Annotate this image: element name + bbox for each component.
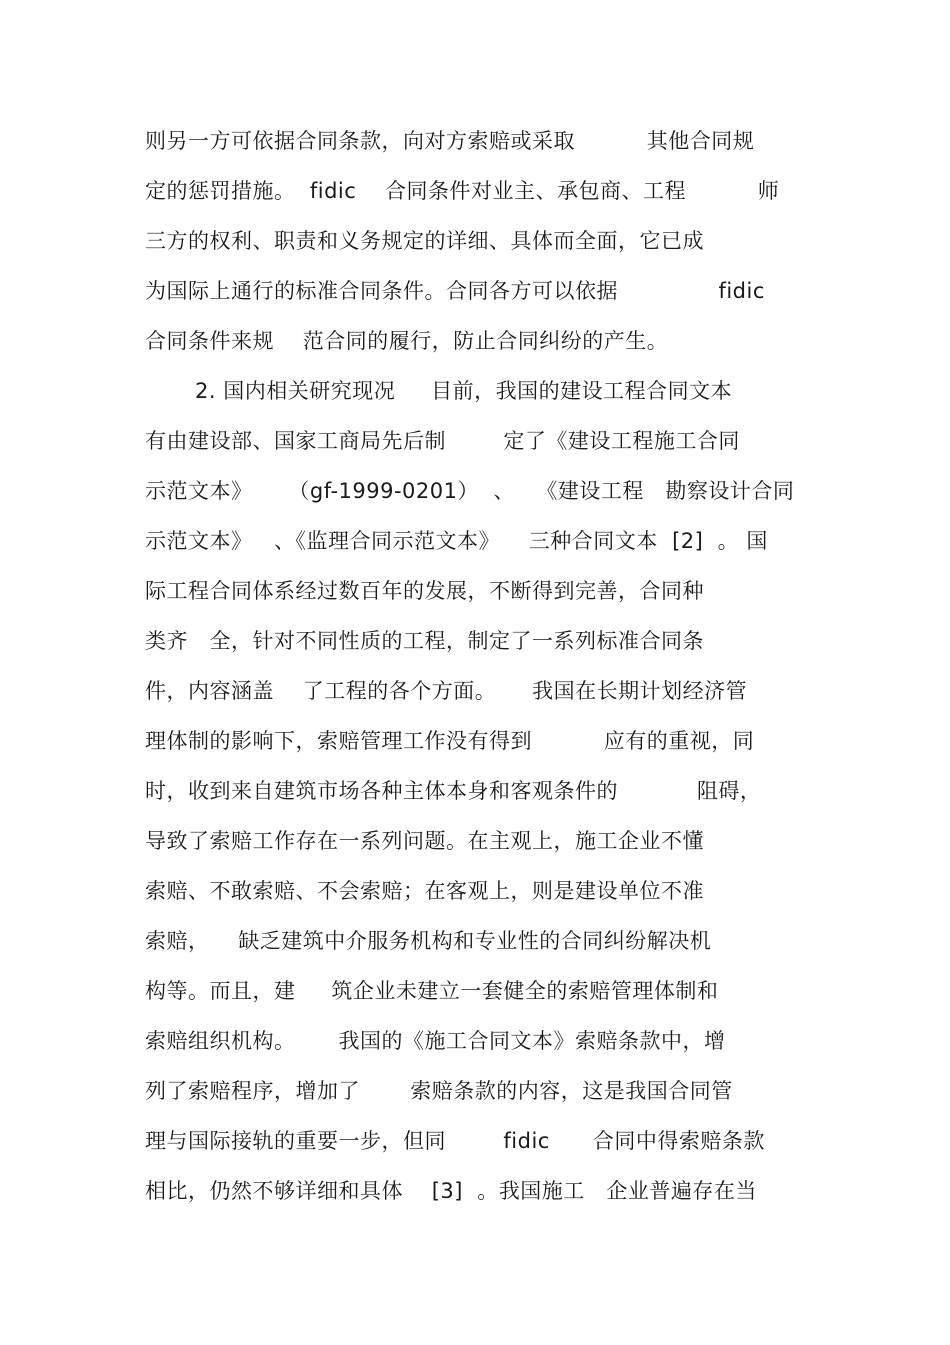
text-line: 类齐 全，针对不同性质的工程，制定了一系列标准合同条 bbox=[145, 629, 705, 653]
text-line: 索赔组织机构。 我国的《施工合同文本》索赔条款中，增 bbox=[145, 1029, 726, 1053]
text-line: 件，内容涵盖 了工程的各个方面。 我国在长期计划经济管 bbox=[145, 679, 748, 703]
text-line: 际工程合同体系经过数百年的发展，不断得到完善，合同种 bbox=[145, 579, 704, 603]
text-line: 索赔， 缺乏建筑中介服务机构和专业性的合同纠纷解决机 bbox=[145, 929, 712, 953]
text-line: 定的惩罚措施。 fidic 合同条件对业主、承包商、工程 师 bbox=[145, 179, 780, 203]
section-heading-line: 2. 国内相关研究现况 目前，我国的建设工程合同文本 bbox=[195, 379, 733, 403]
text-line: 三方的权利、职责和义务规定的详细、具体而全面，它已成 bbox=[145, 229, 704, 253]
text-line: 为国际上通行的标准合同条件。合同各方可以依据 fidic bbox=[145, 279, 765, 303]
text-line: 列了索赔程序，增加了 索赔条款的内容，这是我国合同管 bbox=[145, 1079, 733, 1103]
text-line: 理体制的影响下，索赔管理工作没有得到 应有的重视，同 bbox=[145, 729, 755, 753]
text-line: 时，收到来自建筑市场各种主体本身和客观条件的 阻碍， bbox=[145, 779, 762, 803]
text-line: 则另一方可依据合同条款，向对方索赔或采取 其他合同规 bbox=[145, 129, 755, 153]
text-line: 合同条件来规 范合同的履行，防止合同纠纷的产生。 bbox=[145, 329, 669, 353]
text-line: 示范文本》 、《监理合同示范文本》 三种合同文本 [2] 。 国 bbox=[145, 529, 768, 553]
text-line: 构等。而且，建 筑企业未建立一套健全的索赔管理体制和 bbox=[145, 979, 719, 1003]
text-line: 索赔、不敢索赔、不会索赔；在客观上，则是建设单位不准 bbox=[145, 879, 704, 903]
text-line: 示范文本》 （gf-1999-0201） 、 《建设工程 勘察设计合同 bbox=[145, 479, 795, 503]
text-line: 导致了索赔工作存在一系列问题。在主观上，施工企业不懂 bbox=[145, 829, 704, 853]
text-line: 理与国际接轨的重要一步，但同 fidic 合同中得索赔条款 bbox=[145, 1129, 765, 1153]
text-line: 有由建设部、国家工商局先后制 定了《建设工程施工合同 bbox=[145, 429, 740, 453]
text-line: 相比，仍然不够详细和具体 [3] 。我国施工 企业普遍存在当 bbox=[145, 1179, 757, 1203]
